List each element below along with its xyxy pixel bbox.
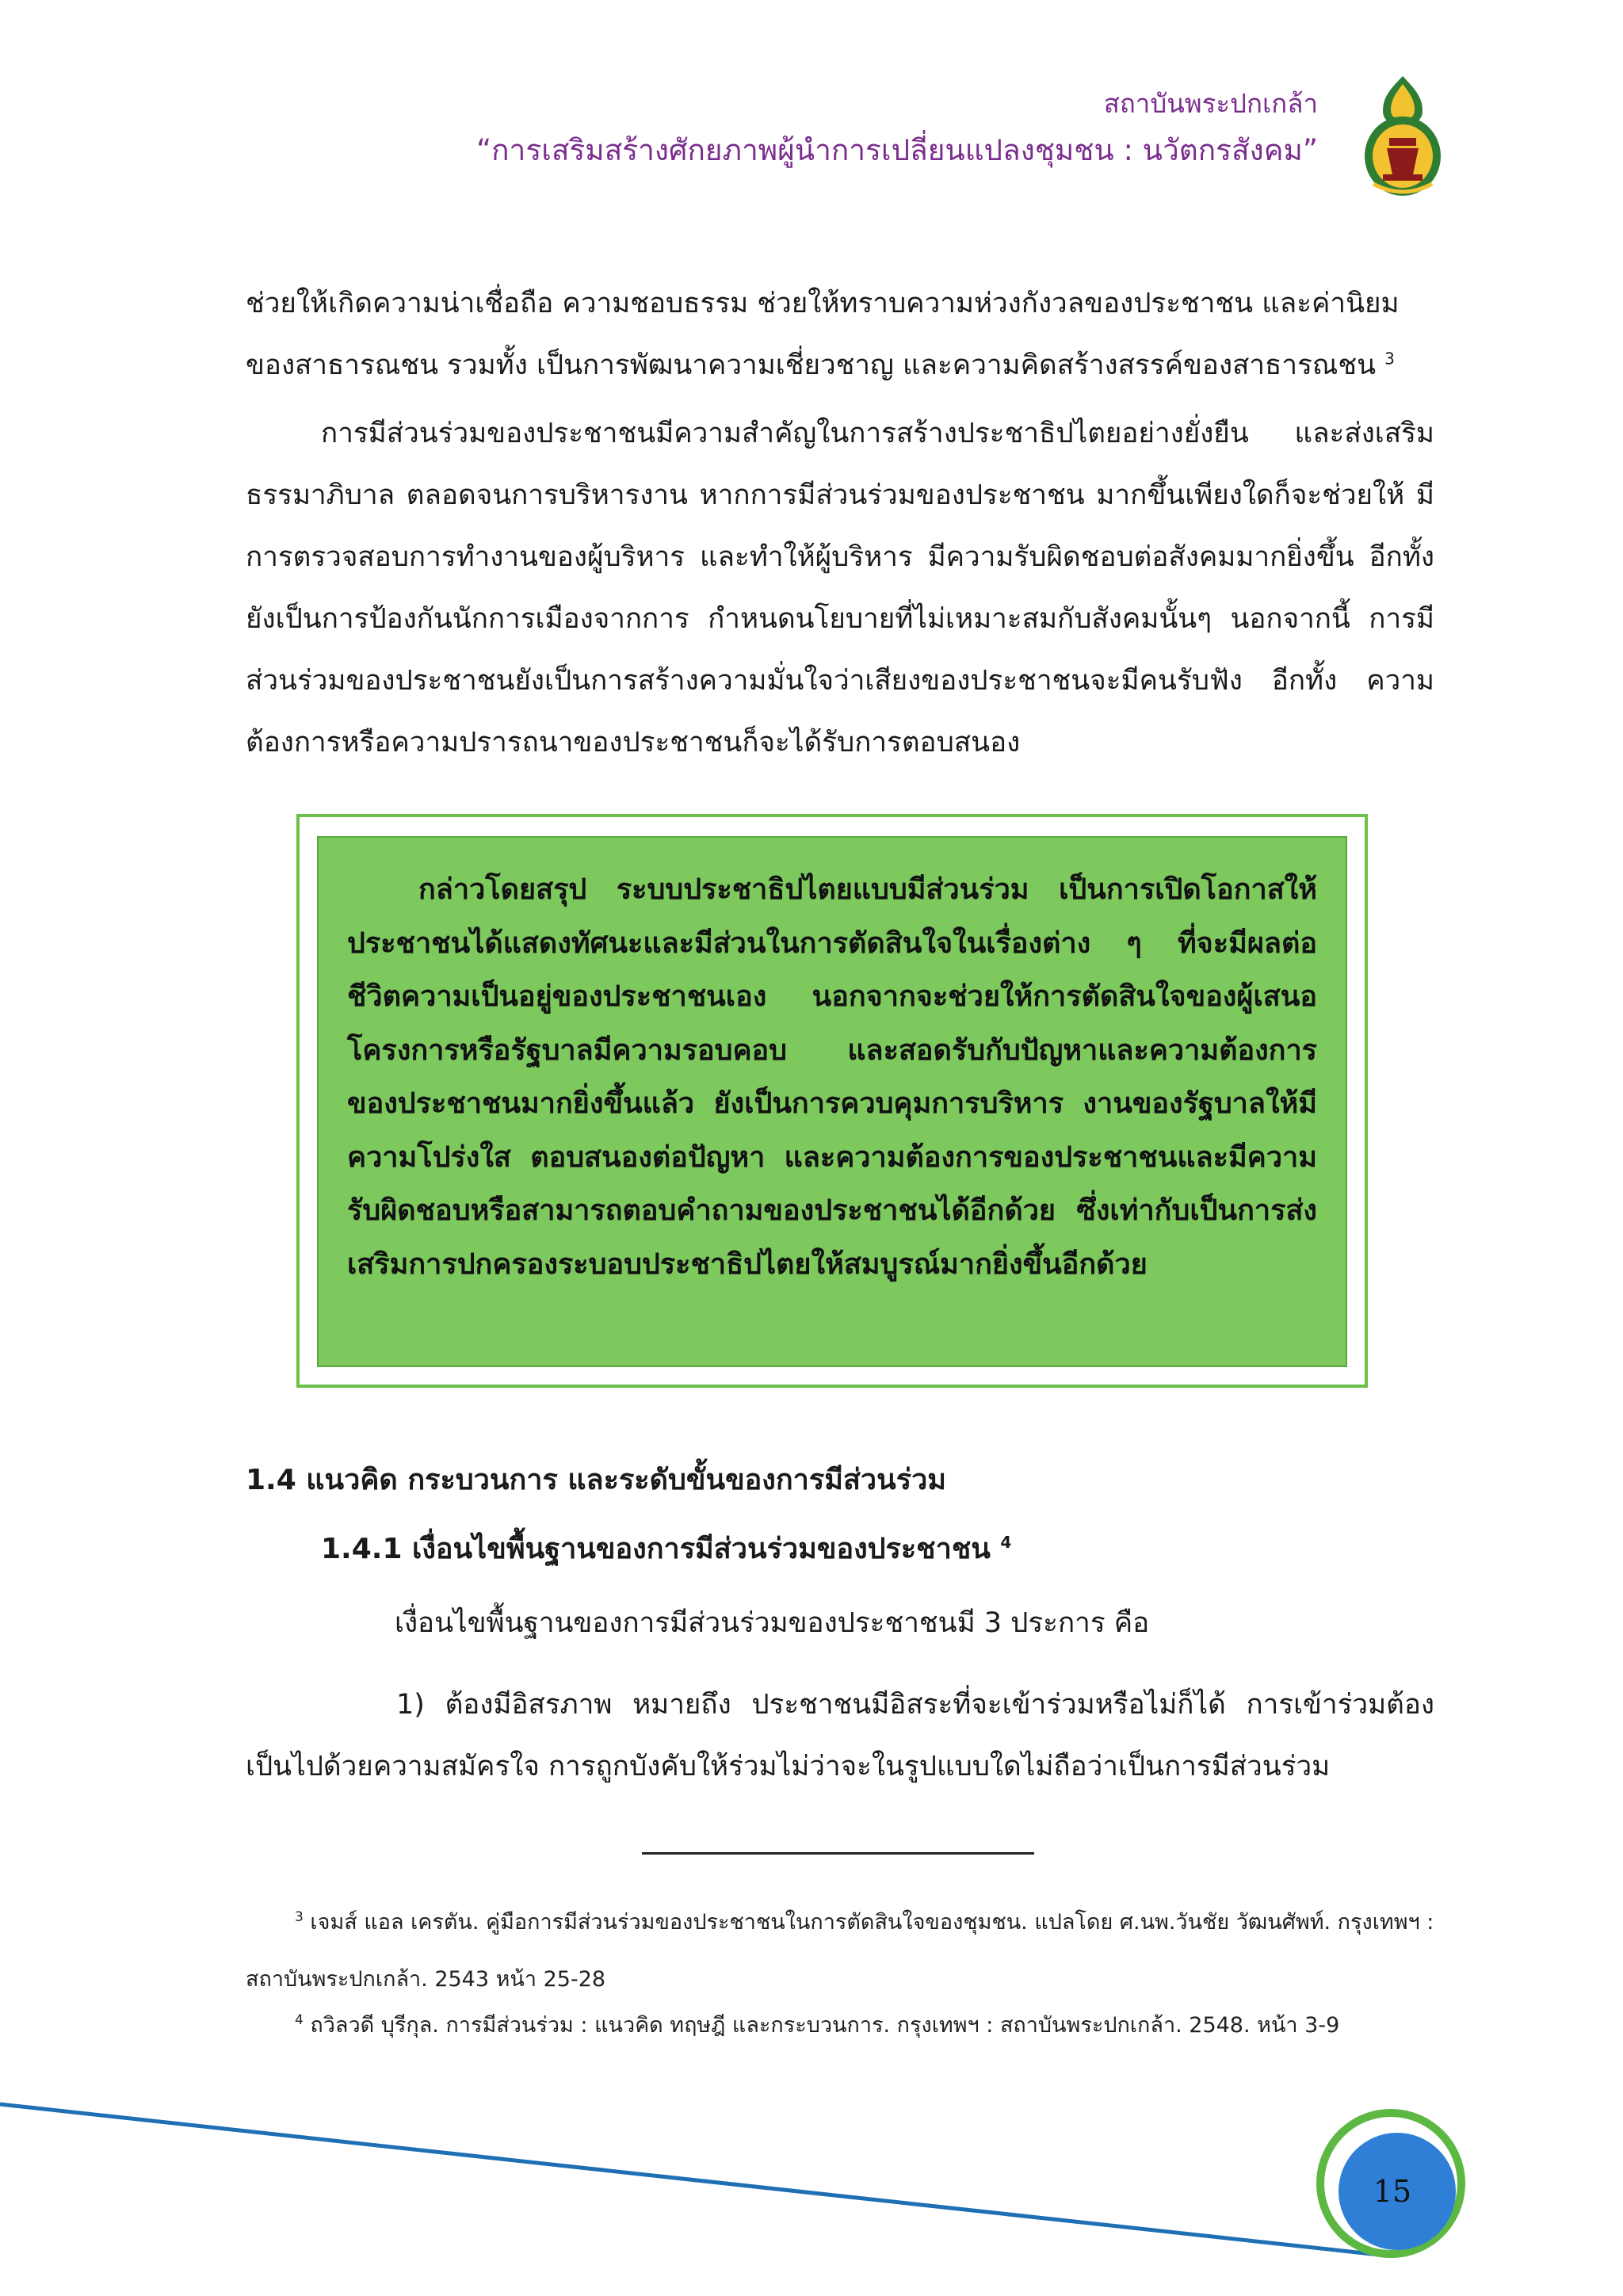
footnote-4-text: ถวิลวดี บุรีกุล. การมีส่วนร่วม : แนวคิด ทฤษฎี และกระบวนการ. กรุงเทพฯ : สถาบันพระปกเกล้า. 2548. หน้า 3-9: [310, 2013, 1340, 2038]
body-paragraph-1: [246, 273, 1434, 396]
footnote-4-number: 4: [295, 2012, 304, 2028]
header-document-title: “การเสริมสร้างศักยภาพผู้นำการเปลี่ยนแปลงชุมชน : นวัตกรสังคม”: [475, 133, 1318, 167]
institute-emblem-icon: [1359, 73, 1446, 200]
section-heading: 1.4 แนวคิด กระบวนการ และระดับขั้นของการมีส่วนร่วม: [246, 1464, 947, 1496]
body-paragraph-2: การมีส่วนร่วมของประชาชนมีความสำคัญในการสร้างประชาธิปไตยอย่างยั่งยืน และส่งเสริม ธรรมาภิบาล ตลอดจนการบริหารงาน หากการมีส่วนร่วมของประชาชน มากขึ้นเพียงใดก็จะช่วยให้ มีการตรวจสอบการทำงานของผู้บริหาร และทำให้ผู้บริหาร มีความรับผิดชอบต่อสังคมมากยิ่งขึ้น อีกทั้งยังเป็นการป้องกันนักการเมืองจากการ กำหนดนโยบายที่ไม่เหมาะสมกับสังคมนั้นๆ นอกจากนี้ การมีส่วนร่วมของประชาชนยังเป็นการสร้างความมั่นใจว่าเสียงของประชาชนจะมีคนรับฟัง อีกทั้ง ความต้องการหรือความปรารถนาของประชาชนก็จะได้รับการตอบสนอง: [246, 418, 1434, 758]
footnote-3-text: เจมส์ แอล เครตัน. คู่มือการมีส่วนร่วมของประชาชนในการตัดสินใจของชุมชน. แปลโดย ศ.นพ.วันชัย วัฒนศัพท์. กรุงเทพฯ : สถาบันพระปกเกล้า. 2543 หน้า 25-28: [246, 1910, 1434, 1992]
header-institution: สถาบันพระปกเกล้า: [1103, 88, 1318, 119]
subsection-heading: [321, 1526, 1011, 1571]
footnote-3-number: 3: [295, 1909, 304, 1925]
footnote-3: [246, 1894, 1434, 2008]
condition-item-1: 1) ต้องมีอิสรภาพ หมายถึง ประชาชนมีอิสระที่จะเข้าร่วมหรือไม่ก็ได้ การเข้าร่วมต้อง เป็นไปด้วยความสมัครใจ การถูกบังคับให้ร่วมไม่ว่าจะในรูปแบบใดไม่ถือว่าเป็นการมีส่วนร่วม: [246, 1689, 1434, 1782]
footnote-ref-3[interactable]: 3: [1384, 349, 1395, 369]
footnote-4: [246, 1997, 1434, 2054]
conditions-intro: เงื่อนไขพื้นฐานของการมีส่วนร่วมของประชาชนมี 3 ประการ คือ: [395, 1607, 1150, 1639]
summary-callout-text: กล่าวโดยสรุป ระบบประชาธิปไตยแบบมีส่วนร่วม เป็นการเปิดโอกาสให้ประชาชนได้แสดงทัศนะและมีส่วนในการตัดสินใจในเรื่องต่าง ๆ ที่จะมีผลต่อชีวิตความเป็นอยู่ของประชาชนเอง นอกจากจะช่วยให้การตัดสินใจของผู้เสนอโครงการหรือรัฐบาลมีความรอบคอบ และสอดรับกับปัญหาและความต้องการของประชาชนมากยิ่งขึ้นแล้ว ยังเป็นการควบคุมการบริหาร งานของรัฐบาลให้มีความโปร่งใส ตอบสนองต่อปัญหา และความต้องการของประชาชนและมีความรับผิดชอบหรือสามารถตอบคำถามของประชาชนได้อีกด้วย ซึ่งเท่ากับเป็นการส่งเสริมการปกครองระบอบประชาธิปไตยให้สมบูรณ์มากยิ่งขึ้นอีกด้วย: [347, 873, 1317, 1281]
summary-callout: [317, 836, 1347, 1367]
page-number: 15: [1373, 2174, 1412, 2209]
body-paragraph-1-line-2: ของสาธารณชน รวมทั้ง เป็นการพัฒนาความเชี่ยวชาญ และความคิดสร้างสรรค์ของสาธารณชน: [246, 350, 1377, 381]
subsection-heading-text: 1.4.1 เงื่อนไขพื้นฐานของการมีส่วนร่วมของประชาชน: [321, 1533, 991, 1565]
footnote-ref-4[interactable]: 4: [1000, 1533, 1012, 1552]
body-paragraph-1-line-1: ช่วยให้เกิดความน่าเชื่อถือ ความชอบธรรม ช่วยให้ทราบความห่วงกังวลของประชาชน และค่านิยม: [246, 288, 1400, 319]
footnote-divider: [642, 1852, 1034, 1855]
